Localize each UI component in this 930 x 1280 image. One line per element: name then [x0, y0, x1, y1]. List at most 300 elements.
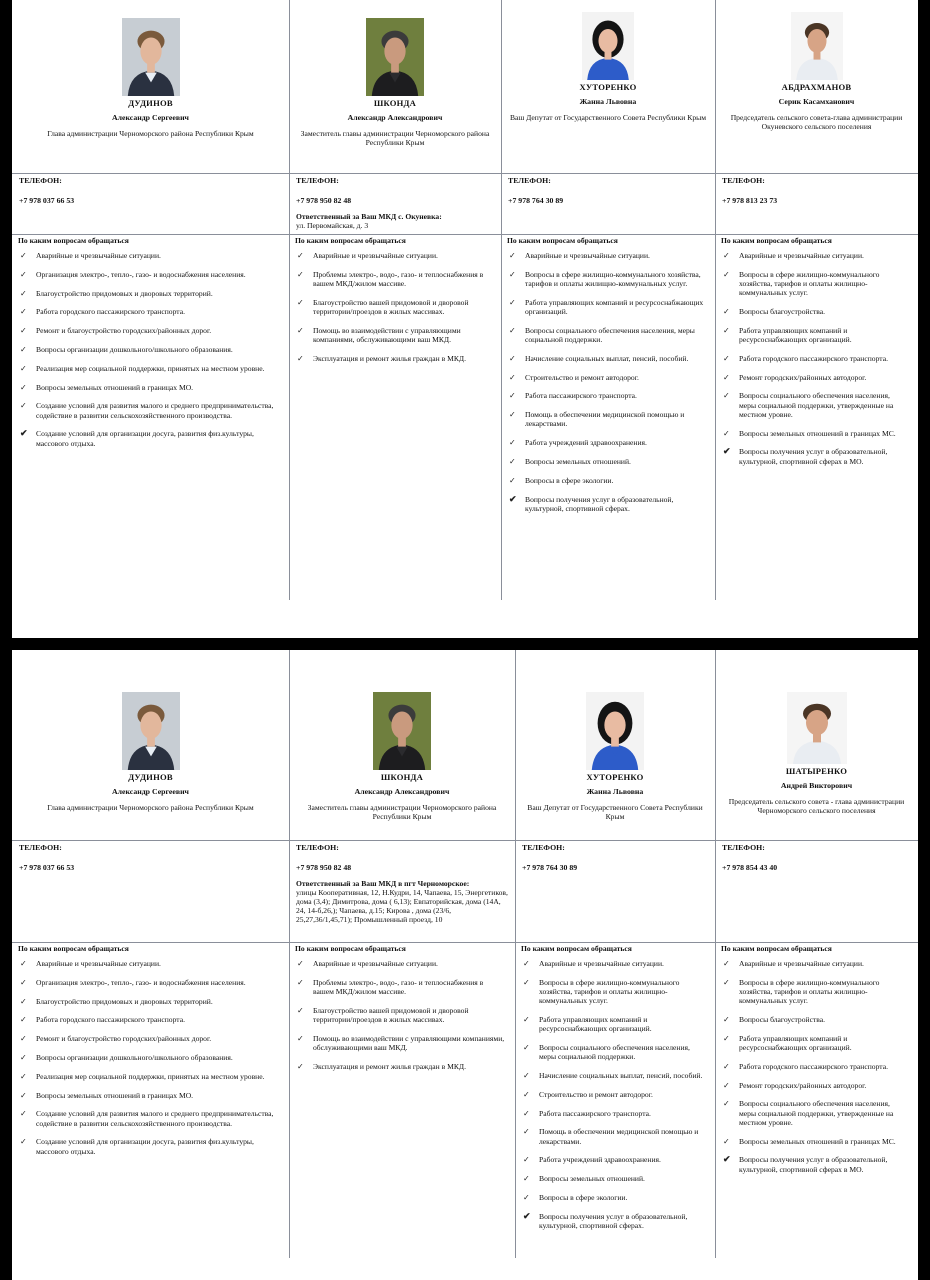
contact-position: Глава администрации Черноморского района Республики Крым — [47, 803, 254, 812]
list-item — [18, 978, 283, 987]
list-item-text: Создание условий для организации досуга, развития физ.культуры, массового отдыха. — [36, 1137, 254, 1156]
arrow-check-icon: ✓ — [723, 307, 730, 316]
arrow-check-icon: ✓ — [523, 1043, 530, 1052]
list-item — [521, 1109, 709, 1118]
contact-given-name: Андрей Викторович — [780, 781, 853, 790]
list-item — [507, 270, 709, 288]
list-item — [295, 326, 495, 344]
arrow-check-icon: ✓ — [723, 428, 730, 438]
contact-header — [715, 12, 918, 132]
arrow-check-icon: ✓ — [509, 410, 516, 420]
contact-header — [12, 18, 289, 138]
list-item-text: Проблемы электро-, водо-, газо- и теплоснабжения в вашем МКД/жилом массиве. — [313, 269, 484, 288]
list-item — [507, 298, 709, 316]
arrow-check-icon: ✓ — [523, 1155, 530, 1165]
list-item — [521, 1071, 709, 1080]
list-item-text: Вопросы получения услуг в образовательной, культурной, спортивной сферах в МО. — [739, 447, 888, 466]
contact-given-name: Серик Касамханович — [778, 97, 855, 106]
list-item — [507, 476, 709, 485]
arrow-check-icon: ✓ — [20, 401, 27, 411]
list-item-text: Строительство и ремонт автодорог. — [539, 1089, 653, 1099]
arrow-check-icon: ✓ — [297, 959, 304, 968]
contact-column — [289, 650, 515, 1280]
phone-block — [12, 843, 289, 873]
contact-column — [501, 0, 715, 638]
list-item — [18, 383, 283, 392]
document-page-2 — [12, 650, 918, 1280]
list-item — [18, 1072, 283, 1081]
list-item — [521, 1015, 709, 1033]
contact-header — [715, 692, 918, 816]
contact-position: Глава администрации Черноморского района Республики Крым — [47, 129, 254, 138]
arrow-check-icon: ✓ — [20, 382, 27, 392]
contact-column — [289, 0, 501, 638]
arrow-check-icon: ✓ — [20, 307, 27, 317]
list-item — [521, 1090, 709, 1099]
arrow-check-icon: ✓ — [297, 297, 304, 307]
arrow-check-icon: ✓ — [509, 391, 516, 401]
arrow-check-icon: ✓ — [509, 475, 516, 485]
phone-number: +7 978 037 66 53 — [19, 196, 75, 205]
responsible-info — [296, 212, 494, 230]
list-item-text: Ремонт и благоустройство городских/районных дорог. — [36, 326, 212, 336]
phone-block — [289, 176, 501, 230]
arrow-check-icon: ✓ — [723, 1099, 730, 1109]
list-item-text: Вопросы в сфере экологии. — [525, 475, 614, 485]
contact-surname: ХУТОРЕНКО — [586, 772, 644, 782]
phone-label: ТЕЛЕФОН: — [508, 176, 551, 185]
phone-number: +7 978 813 23 73 — [722, 196, 778, 205]
contact-surname: ДУДИНОВ — [128, 772, 173, 782]
list-item-text: Работа пассажирского транспорта. — [539, 1108, 651, 1118]
arrow-check-icon: ✓ — [20, 1071, 27, 1081]
contact-given-name: Александр Сергеевич — [112, 787, 189, 796]
list-item — [721, 1137, 912, 1146]
checkmark-icon: ✔ — [723, 446, 731, 457]
list-item — [521, 978, 709, 1006]
contact-position: Заместитель главы администрации Черноморского района Республики Крым — [300, 129, 490, 148]
list-item-text: Работа городского пассажирского транспорта. — [36, 1015, 185, 1025]
contact-column — [12, 0, 289, 638]
questions-list — [721, 959, 912, 1174]
arrow-check-icon: ✓ — [523, 977, 530, 987]
responsible-label: Ответственный за Ваш МКД с. Окуневка: — [296, 212, 442, 221]
questions-block — [715, 944, 918, 1183]
list-item-text: Работа учреждений здравоохранения. — [525, 438, 647, 448]
phone-label: ТЕЛЕФОН: — [19, 843, 62, 852]
contact-surname: ШКОНДА — [380, 772, 424, 782]
questions-header: По каким вопросам обращаться — [721, 944, 832, 953]
arrow-check-icon: ✓ — [509, 325, 516, 335]
contact-header — [289, 692, 515, 822]
arrow-check-icon: ✓ — [723, 1015, 730, 1024]
list-item-text: Ремонт городских/районных автодорог. — [739, 372, 867, 382]
arrow-check-icon: ✓ — [523, 1127, 530, 1137]
phone-number: +7 978 950 82 48 — [296, 196, 352, 205]
phone-label: ТЕЛЕФОН: — [522, 843, 565, 852]
arrow-check-icon: ✓ — [297, 251, 304, 260]
responsible-address: улицы Кооперативная, 12, Н.Кудри, 14, Чапаева, 15, Энергетиков, дома (3,4); Димитрова, дома ( 6,13); Евпаторийская, дома (14А, 24, 14-б,26,); Чапаева, д.15; Кирова , дома (23/6, 25,27,36/1,45,71); Промышленный проезд, 10 — [296, 888, 508, 924]
portrait-photo — [122, 18, 180, 96]
list-item — [295, 270, 495, 288]
list-item — [521, 1212, 709, 1230]
list-item — [721, 959, 912, 968]
arrow-check-icon: ✓ — [20, 1015, 27, 1025]
list-item — [295, 251, 495, 260]
list-item — [295, 1034, 509, 1052]
list-item — [295, 1006, 509, 1024]
contact-given-name: Жанна Львовна — [579, 97, 637, 106]
list-item — [295, 959, 509, 968]
responsible-address: ул. Первомайская, д. 3 — [296, 221, 369, 230]
phone-label: ТЕЛЕФОН: — [19, 176, 62, 185]
phone-number: +7 978 950 82 48 — [296, 863, 352, 872]
list-item-text: Помощь в обеспечении медицинской помощью и лекарствами. — [525, 410, 685, 429]
list-item-text: Вопросы благоустройства. — [739, 307, 826, 316]
arrow-check-icon: ✓ — [297, 1005, 304, 1015]
list-item — [721, 307, 912, 316]
contact-surname: ШАТЫРЕНКО — [785, 766, 848, 776]
list-item-text: Вопросы получения услуг в образовательной, культурной, спортивной сферах. — [539, 1211, 688, 1230]
list-item — [18, 1091, 283, 1100]
list-item — [721, 429, 912, 438]
portrait-photo — [122, 692, 180, 770]
list-item-text: Вопросы в сфере экологии. — [539, 1192, 628, 1202]
list-item-text: Эксплуатация и ремонт жилья граждан в МКД. — [313, 353, 466, 363]
list-item-text: Вопросы земельных отношений. — [525, 456, 631, 466]
arrow-check-icon: ✓ — [20, 959, 27, 968]
list-item — [721, 1081, 912, 1090]
checkmark-icon: ✔ — [723, 1154, 731, 1165]
phone-block — [501, 176, 715, 206]
contact-header — [515, 692, 715, 822]
list-item-text: Аварийные и чрезвычайные ситуации. — [313, 959, 438, 968]
list-item — [507, 457, 709, 466]
contact-surname: ШКОНДА — [373, 98, 417, 108]
arrow-check-icon: ✓ — [509, 251, 516, 260]
list-item-text: Работа учреждений здравоохранения. — [539, 1155, 661, 1165]
list-item — [18, 959, 283, 968]
list-item-text: Работа городского пассажирского транспорта. — [36, 307, 185, 317]
questions-header: По каким вопросам обращаться — [295, 236, 406, 245]
list-item — [507, 373, 709, 382]
list-item — [721, 326, 912, 344]
list-item-text: Благоустройство вашей придомовой и дворовой территории/проездов в жилых массивах. — [313, 1005, 469, 1024]
list-item — [507, 410, 709, 428]
list-item — [18, 1015, 283, 1024]
list-item-text: Вопросы благоустройства. — [739, 1015, 826, 1024]
contact-surname: АБДРАХМАНОВ — [781, 82, 852, 92]
list-item — [507, 391, 709, 400]
arrow-check-icon: ✓ — [20, 1137, 27, 1147]
list-item-text: Аварийные и чрезвычайные ситуации. — [313, 251, 438, 260]
list-item-text: Строительство и ремонт автодорог. — [525, 372, 639, 382]
list-item — [721, 270, 912, 298]
list-item — [18, 326, 283, 335]
list-item-text: Реализация мер социальной поддержки, принятых на местном уровне. — [36, 363, 265, 373]
list-item-text: Помощь в обеспечении медицинской помощью и лекарствами. — [539, 1127, 699, 1146]
responsible-info — [296, 879, 508, 924]
phone-block — [289, 843, 515, 924]
list-item-text: Аварийные и чрезвычайные ситуации. — [36, 251, 161, 260]
list-item — [521, 1043, 709, 1061]
phone-block — [715, 843, 918, 873]
portrait-photo — [366, 18, 424, 96]
phone-label: ТЕЛЕФОН: — [722, 176, 765, 185]
list-item — [721, 1155, 912, 1173]
list-item — [18, 1034, 283, 1043]
list-item-text: Аварийные и чрезвычайные ситуации. — [739, 959, 864, 968]
list-item — [295, 354, 495, 363]
list-item-text: Вопросы получения услуг в образовательной, культурной, спортивной сферах. — [525, 494, 674, 513]
contact-header — [501, 12, 715, 122]
list-item — [18, 307, 283, 316]
list-item — [721, 978, 912, 1006]
questions-header: По каким вопросам обращаться — [295, 944, 406, 953]
arrow-check-icon: ✓ — [20, 251, 27, 260]
list-item-text: Аварийные и чрезвычайные ситуации. — [525, 251, 650, 260]
list-item — [295, 978, 509, 996]
list-item-text: Вопросы земельных отношений в границах МО. — [36, 1090, 194, 1100]
list-item — [507, 495, 709, 513]
contact-position: Ваш Депутат от Государственного Совета Республики Крым — [527, 803, 703, 822]
list-item-text: Помощь во взаимодействии с управляющими компаниями, обслуживающими ваш МКД. — [313, 1033, 505, 1052]
arrow-check-icon: ✓ — [509, 438, 516, 448]
questions-list — [295, 959, 509, 1071]
arrow-check-icon: ✓ — [723, 353, 730, 363]
contact-header — [289, 18, 501, 148]
arrow-check-icon: ✓ — [20, 1052, 27, 1062]
questions-block — [289, 236, 501, 373]
list-item-text: Вопросы социального обеспечения населения, меры социальной поддержки, утвержденные на местном уровне. — [739, 391, 894, 419]
list-item — [521, 1174, 709, 1183]
questions-block — [12, 236, 289, 457]
checkmark-icon: ✔ — [523, 1210, 531, 1221]
list-item-text: Вопросы земельных отношений в границах МО. — [36, 382, 194, 392]
arrow-check-icon: ✓ — [523, 959, 530, 968]
list-item — [18, 345, 283, 354]
list-item-text: Начисление социальных выплат, пенсий, пособий. — [539, 1071, 703, 1080]
arrow-check-icon: ✓ — [509, 297, 516, 307]
list-item-text: Ремонт городских/районных автодорог. — [739, 1080, 867, 1090]
list-item — [721, 1099, 912, 1127]
arrow-check-icon: ✓ — [20, 269, 27, 279]
phone-block — [515, 843, 715, 873]
arrow-check-icon: ✓ — [723, 372, 730, 382]
phone-label: ТЕЛЕФОН: — [296, 843, 339, 852]
arrow-check-icon: ✓ — [20, 1109, 27, 1119]
arrow-check-icon: ✓ — [723, 251, 730, 260]
list-item-text: Вопросы организации дошкольного/школьного образования. — [36, 344, 233, 354]
questions-header: По каким вопросам обращаться — [507, 236, 618, 245]
list-item-text: Аварийные и чрезвычайные ситуации. — [739, 251, 864, 260]
arrow-check-icon: ✓ — [20, 1090, 27, 1100]
list-item-text: Благоустройство вашей придомовой и дворовой территории/проездов в жилых массивах. — [313, 297, 469, 316]
list-item-text: Работа городского пассажирского транспорта. — [739, 1061, 888, 1071]
list-item-text: Ремонт и благоустройство городских/районных дорог. — [36, 1034, 212, 1044]
document-page-1 — [12, 0, 918, 638]
list-item-text: Вопросы в сфере жилищно-коммунального хозяйства, тарифов и оплаты жилищно-коммунальных услуг. — [525, 269, 701, 288]
contact-column — [12, 650, 289, 1280]
arrow-check-icon: ✓ — [723, 1080, 730, 1090]
list-item — [507, 251, 709, 260]
list-item-text: Эксплуатация и ремонт жилья граждан в МКД. — [313, 1061, 466, 1071]
phone-number: +7 978 764 30 89 — [508, 196, 564, 205]
arrow-check-icon: ✓ — [723, 977, 730, 987]
list-item-text: Создание условий для развития малого и среднего предпринимательства, содействие в развитии сельскохозяйственного производства. — [36, 1109, 274, 1128]
list-item — [721, 251, 912, 260]
arrow-check-icon: ✓ — [523, 1071, 530, 1080]
list-item — [295, 298, 495, 316]
list-item-text: Вопросы в сфере жилищно-коммунального хозяйства, тарифов и оплаты жилищно-коммунальных услуг. — [539, 977, 680, 1006]
list-item-text: Работа городского пассажирского транспорта. — [739, 353, 888, 363]
portrait-photo — [582, 12, 634, 80]
arrow-check-icon: ✓ — [20, 363, 27, 373]
list-item — [721, 1015, 912, 1024]
questions-list — [521, 959, 709, 1230]
questions-block — [289, 944, 515, 1081]
arrow-check-icon: ✓ — [20, 344, 27, 354]
portrait-photo — [787, 692, 847, 764]
arrow-check-icon: ✓ — [297, 325, 304, 335]
checkmark-icon: ✔ — [20, 428, 28, 439]
questions-list — [18, 959, 283, 1156]
list-item-text: Вопросы организации дошкольного/школьного образования. — [36, 1052, 233, 1062]
portrait-photo — [586, 692, 644, 770]
list-item — [507, 326, 709, 344]
list-item — [721, 1062, 912, 1071]
arrow-check-icon: ✓ — [20, 996, 27, 1006]
arrow-check-icon: ✓ — [297, 1061, 304, 1071]
phone-number: +7 978 764 30 89 — [522, 863, 578, 872]
contact-position: Председатель сельского совета - глава администрации Черноморского сельского поселения — [728, 797, 905, 816]
list-item — [18, 270, 283, 279]
questions-list — [721, 251, 912, 466]
contact-position: Заместитель главы администрации Черноморского района Республики Крым — [307, 803, 497, 822]
arrow-check-icon: ✓ — [20, 326, 27, 336]
list-item-text: Вопросы земельных отношений в границах МС. — [739, 1136, 896, 1146]
list-item-text: Начисление социальных выплат, пенсий, пособий. — [525, 353, 689, 363]
list-item — [507, 354, 709, 363]
arrow-check-icon: ✓ — [20, 977, 27, 987]
list-item-text: Аварийные и чрезвычайные ситуации. — [36, 959, 161, 968]
phone-number: +7 978 854 43 40 — [722, 863, 778, 872]
list-item — [18, 1053, 283, 1062]
list-item-text: Создание условий для развития малого и среднего предпринимательства, содействие в развитии сельскохозяйственного производства. — [36, 401, 274, 420]
list-item-text: Вопросы социального обеспечения населения, меры социальной поддержки, утвержденные на местном уровне. — [739, 1099, 894, 1127]
list-item-text: Работа управляющих компаний и ресурсоснабжающих организаций. — [539, 1015, 652, 1034]
list-item-text: Аварийные и чрезвычайные ситуации. — [539, 959, 664, 968]
list-item — [18, 1109, 283, 1127]
questions-block — [715, 236, 918, 475]
contact-surname: ХУТОРЕНКО — [579, 82, 637, 92]
contact-header — [12, 692, 289, 812]
arrow-check-icon: ✓ — [509, 456, 516, 466]
portrait-photo — [791, 12, 843, 80]
list-item-text: Вопросы социального обеспечения населения, меры социальной поддержки. — [539, 1043, 690, 1062]
arrow-check-icon: ✓ — [723, 269, 730, 279]
list-item — [295, 1062, 509, 1071]
list-item — [521, 1193, 709, 1202]
arrow-check-icon: ✓ — [723, 1061, 730, 1071]
questions-list — [18, 251, 283, 448]
list-item — [721, 373, 912, 382]
list-item-text: Вопросы получения услуг в образовательной, культурной, спортивной сферах в МО. — [739, 1155, 888, 1174]
questions-list — [295, 251, 495, 363]
portrait-photo — [373, 692, 431, 770]
phone-block — [715, 176, 918, 206]
arrow-check-icon: ✓ — [723, 325, 730, 335]
arrow-check-icon: ✓ — [20, 288, 27, 298]
list-item-text: Благоустройство придомовых и дворовых территорий. — [36, 288, 213, 298]
list-item — [18, 251, 283, 260]
arrow-check-icon: ✓ — [509, 353, 516, 363]
contact-given-name: Александр Сергеевич — [112, 113, 189, 122]
list-item — [18, 1137, 283, 1155]
phone-number: +7 978 037 66 53 — [19, 863, 75, 872]
checkmark-icon: ✔ — [509, 493, 517, 504]
contact-position: Ваш Депутат от Государственного Совета Республики Крым — [509, 113, 707, 122]
contact-column — [715, 650, 918, 1280]
list-item-text: Помощь во взаимодействии с управляющими компаниями, обслуживающими ваш МКД. — [313, 325, 461, 344]
list-item-text: Организация электро-, тепло-, газо- и водоснабжения населения. — [36, 977, 246, 987]
list-item-text: Вопросы земельных отношений в границах МС. — [739, 428, 896, 438]
phone-label: ТЕЛЕФОН: — [296, 176, 339, 185]
list-item — [18, 289, 283, 298]
arrow-check-icon: ✓ — [297, 1033, 304, 1043]
arrow-check-icon: ✓ — [509, 372, 516, 382]
arrow-check-icon: ✓ — [723, 391, 730, 401]
list-item — [18, 364, 283, 373]
list-item — [721, 447, 912, 465]
phone-label: ТЕЛЕФОН: — [722, 843, 765, 852]
arrow-check-icon: ✓ — [523, 1174, 530, 1184]
questions-block — [12, 944, 289, 1165]
arrow-check-icon: ✓ — [723, 959, 730, 968]
list-item — [18, 997, 283, 1006]
questions-list — [507, 251, 709, 513]
questions-header: По каким вопросам обращаться — [18, 236, 129, 245]
list-item — [507, 438, 709, 447]
arrow-check-icon: ✓ — [297, 269, 304, 279]
contact-given-name: Александр Александрович — [354, 787, 450, 796]
list-item — [721, 391, 912, 419]
phone-block — [12, 176, 289, 206]
contact-given-name: Александр Александрович — [347, 113, 443, 122]
arrow-check-icon: ✓ — [509, 269, 516, 279]
list-item-text: Реализация мер социальной поддержки, принятых на местном уровне. — [36, 1071, 265, 1081]
contact-given-name: Жанна Львовна — [586, 787, 644, 796]
arrow-check-icon: ✓ — [723, 1136, 730, 1146]
list-item-text: Проблемы электро-, водо-, газо- и теплоснабжения в вашем МКД/жилом массиве. — [313, 977, 484, 996]
list-item — [521, 1155, 709, 1164]
list-item-text: Работа пассажирского транспорта. — [525, 391, 637, 401]
questions-header: По каким вопросам обращаться — [18, 944, 129, 953]
contact-column — [715, 0, 918, 638]
list-item-text: Вопросы в сфере жилищно-коммунального хозяйства, тарифов и оплаты жилищно-коммунальных услуг. — [739, 977, 880, 1006]
list-item-text: Работа управляющих компаний и ресурсоснабжающих организаций. — [739, 325, 852, 344]
list-item — [18, 429, 283, 447]
list-item — [521, 1127, 709, 1145]
arrow-check-icon: ✓ — [20, 1034, 27, 1044]
arrow-check-icon: ✓ — [523, 1015, 530, 1024]
list-item-text: Благоустройство придомовых и дворовых территорий. — [36, 996, 213, 1006]
arrow-check-icon: ✓ — [523, 1108, 530, 1118]
questions-header: По каким вопросам обращаться — [721, 236, 832, 245]
list-item-text: Вопросы земельных отношений. — [539, 1174, 645, 1184]
questions-block — [515, 944, 715, 1240]
list-item — [721, 1034, 912, 1052]
